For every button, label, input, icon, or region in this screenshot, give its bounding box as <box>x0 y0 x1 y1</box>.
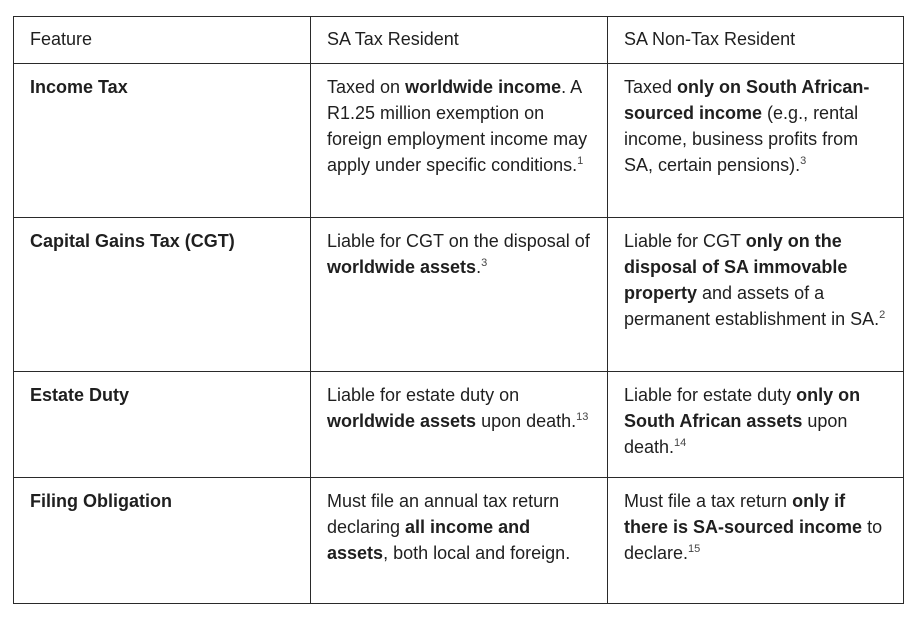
cell-text: to declare. <box>624 517 883 563</box>
table-row-filing-obligation <box>14 478 904 604</box>
non-resident-cell <box>608 218 904 372</box>
table-header-row <box>14 17 904 64</box>
feature-cell: Capital Gains Tax (CGT) <box>14 218 311 372</box>
cell-text: , both local and foreign. <box>383 543 571 563</box>
emphasis-text: only on South African assets <box>624 385 861 431</box>
table-row-estate-duty <box>14 372 904 478</box>
cell-text: (e.g., rental income, business profits from SA, certain pensions). <box>624 103 859 175</box>
feature-cell: Estate Duty <box>14 372 311 478</box>
footnote-ref: 2 <box>879 309 886 321</box>
table-row-income-tax <box>14 64 904 218</box>
cell-text: Taxed <box>624 77 678 97</box>
emphasis-text: worldwide assets <box>327 257 477 277</box>
resident-cell <box>311 372 608 478</box>
header-feature: Feature <box>14 17 311 64</box>
cell-text: . A R1.25 million exemption on foreign employment income may apply under specific conditions. <box>327 77 588 175</box>
cell-text: Liable for CGT on the disposal of <box>327 231 590 251</box>
cell-text: upon death. <box>476 411 577 431</box>
emphasis-text: all income and assets <box>327 517 531 563</box>
emphasis-text: only if there is SA-sourced income <box>624 491 863 537</box>
comparison-table-container <box>13 16 903 604</box>
cell-text: Liable for CGT <box>624 231 746 251</box>
footnote-ref: 14 <box>674 437 687 449</box>
cell-text: . <box>476 257 482 277</box>
cell-text: upon death. <box>624 411 848 457</box>
feature-cell: Filing Obligation <box>14 478 311 604</box>
header-sa-non-tax-resident: SA Non-Tax Resident <box>608 17 904 64</box>
tax-residency-comparison-table <box>13 16 904 604</box>
emphasis-text: worldwide income <box>405 77 562 97</box>
footnote-ref: 1 <box>577 155 584 167</box>
cell-text: Must file a tax return <box>624 491 793 511</box>
footnote-ref: 3 <box>800 155 807 167</box>
emphasis-text: only on South African-sourced income <box>624 77 870 123</box>
feature-cell: Income Tax <box>14 64 311 218</box>
resident-cell <box>311 478 608 604</box>
header-sa-tax-resident: SA Tax Resident <box>311 17 608 64</box>
cell-text: Liable for estate duty on <box>327 385 520 405</box>
footnote-ref: 3 <box>481 257 488 269</box>
footnote-ref: 15 <box>688 543 701 555</box>
footnote-ref: 13 <box>576 411 589 423</box>
cell-text: Liable for estate duty <box>624 385 797 405</box>
cell-text: and assets of a permanent establishment in SA. <box>624 283 880 329</box>
cell-text: Must file an annual tax return declaring <box>327 491 560 537</box>
emphasis-text: only on the disposal of SA immovable property <box>624 231 848 303</box>
non-resident-cell <box>608 372 904 478</box>
cell-text: Taxed on <box>327 77 406 97</box>
resident-cell <box>311 64 608 218</box>
resident-cell <box>311 218 608 372</box>
non-resident-cell <box>608 478 904 604</box>
non-resident-cell <box>608 64 904 218</box>
table-row-capital-gains-tax <box>14 218 904 372</box>
emphasis-text: worldwide assets <box>327 411 477 431</box>
